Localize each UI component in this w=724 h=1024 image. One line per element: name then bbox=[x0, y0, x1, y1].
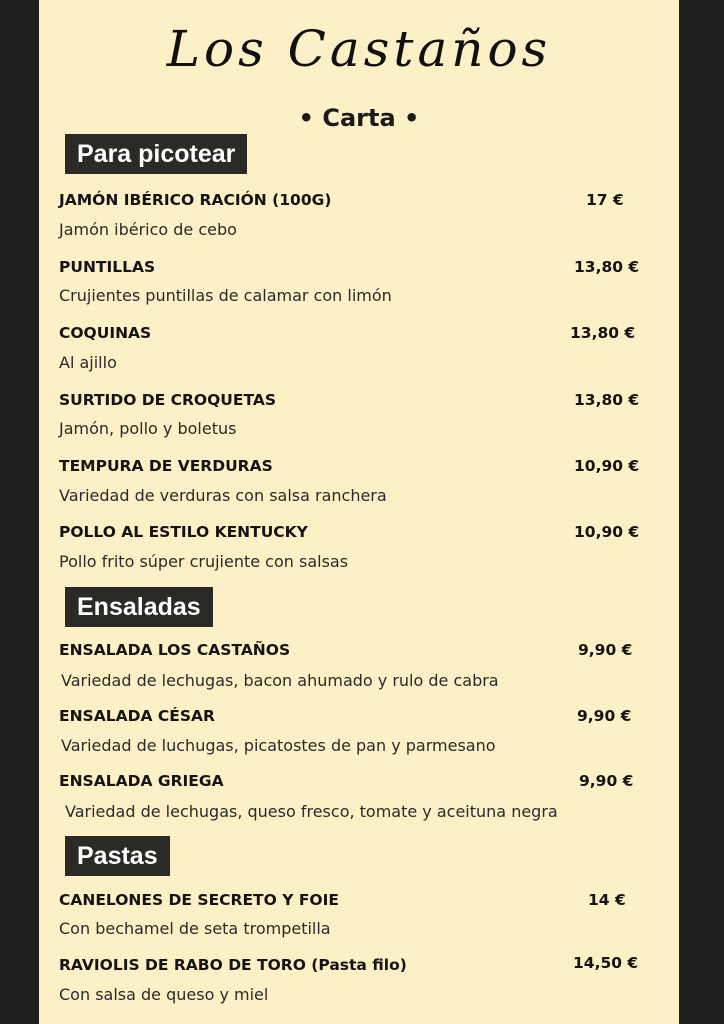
menu-item-description: Al ajillo bbox=[59, 353, 117, 372]
menu-item-name: JAMÓN IBÉRICO RACIÓN (100G) bbox=[59, 191, 332, 209]
menu-item-price: 13,80 € bbox=[570, 324, 636, 342]
menu-item-name: SURTIDO DE CROQUETAS bbox=[59, 391, 276, 409]
menu-item-price: 17 € bbox=[586, 191, 624, 209]
restaurant-title: Los Castaños bbox=[166, 20, 552, 78]
menu-item-name: POLLO AL ESTILO KENTUCKY bbox=[59, 523, 308, 541]
menu-item-description: Jamón, pollo y boletus bbox=[59, 419, 237, 438]
menu-item-description: Variedad de lechugas, bacon ahumado y rulo de cabra bbox=[61, 671, 499, 690]
menu-item-description: Con bechamel de seta trompetilla bbox=[59, 919, 331, 938]
menu-page bbox=[39, 0, 679, 1024]
section-label-pastas: Pastas bbox=[65, 836, 170, 876]
menu-item-price: 10,90 € bbox=[574, 457, 640, 475]
menu-item-price: 9,90 € bbox=[577, 707, 632, 725]
menu-item-name: TEMPURA DE VERDURAS bbox=[59, 457, 273, 475]
section-label-ensaladas: Ensaladas bbox=[65, 587, 213, 627]
menu-item-price: 9,90 € bbox=[579, 772, 634, 790]
menu-item-name: ENSALADA CÉSAR bbox=[59, 707, 215, 725]
menu-item-description: Jamón ibérico de cebo bbox=[59, 220, 237, 239]
menu-item-description: Variedad de lechugas, queso fresco, tomate y aceituna negra bbox=[65, 802, 558, 821]
menu-item-description: Crujientes puntillas de calamar con limón bbox=[59, 286, 392, 305]
menu-item-name: ENSALADA GRIEGA bbox=[59, 772, 224, 790]
section-label-para-picotear: Para picotear bbox=[65, 134, 247, 174]
menu-item-price: 14,50 € bbox=[573, 954, 639, 972]
menu-item-description: Variedad de verduras con salsa ranchera bbox=[59, 486, 387, 505]
menu-item-name: RAVIOLIS DE RABO DE TORO (Pasta filo) bbox=[59, 956, 407, 974]
menu-item-price: 13,80 € bbox=[574, 391, 640, 409]
menu-item-name: PUNTILLAS bbox=[59, 258, 156, 276]
menu-item-price: 14 € bbox=[588, 891, 626, 909]
menu-item-description: Con salsa de queso y miel bbox=[59, 985, 269, 1004]
menu-item-description: Variedad de luchugas, picatostes de pan y parmesano bbox=[61, 736, 496, 755]
menu-item-name: COQUINAS bbox=[59, 324, 152, 342]
menu-subtitle: • Carta • bbox=[298, 104, 420, 132]
menu-item-price: 13,80 € bbox=[574, 258, 640, 276]
menu-item-name: CANELONES DE SECRETO Y FOIE bbox=[59, 891, 339, 909]
menu-item-price: 9,90 € bbox=[578, 641, 633, 659]
menu-item-name: ENSALADA LOS CASTAÑOS bbox=[59, 641, 291, 659]
menu-item-description: Pollo frito súper crujiente con salsas bbox=[59, 552, 349, 571]
menu-item-price: 10,90 € bbox=[574, 523, 640, 541]
